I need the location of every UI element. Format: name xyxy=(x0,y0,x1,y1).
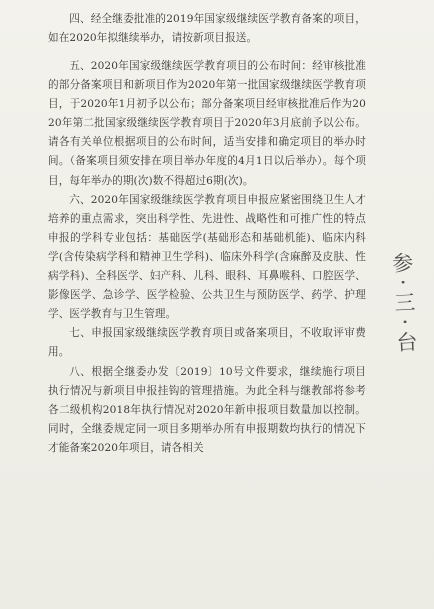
paragraph-8: 八、根据全继委办发〔2019〕10号文件要求，继续施行项目执行情况与新项目申报挂钩的管理措施。为此全科与继教部将参考各二级机构2018年执行情况对2020年新申报项目数量加以控制。同时，全继委规定同一项目多期举办所有申报期数均执行的情况下才能备案2020年项目，请各相关 xyxy=(48,365,366,454)
paragraph-7: 七、申报国家级继续医学教育项目或备案项目，不收取评审费用。 xyxy=(48,327,366,359)
paragraph-6: 六、2020年国家级继续医学教育项目申报应紧密围绕卫生人才培养的重点需求，突出科学性、先进性、战略性和可推广性的特点申报的学科专业包括：基础医学(基础形态和基础机能)、临床内科学(含传染病学科和精神卫生学科)、临床外科学(含麻醉及皮肤、性病学科)、全科医学、妇产科、儿科、眼科、耳鼻喉科、口腔医学、影像医学、急诊学、医学检验、公共卫生与预防医学、药学、护理学、医学教育与卫生管理。 xyxy=(48,193,366,321)
paragraph-4: 四、经全继委批准的2019年国家级继续医学教育备案的项目，如在2020年拟继续举办，请按新项目报送。 xyxy=(48,13,366,45)
document-body xyxy=(48,57,366,458)
paragraph-5: 五、2020年国家级继续医学教育项目的公布时间：经审核批准的部分备案项目和新项目作为2020年第一批国家级继续医学教育项目，于2020年1月初予以公布；部分备案项目经审核批准后作为2020年第二批国家级继续医学教育项目于2020年3月底前予以公布。请各有关单位根据项目的公布时间，适当安排和确定项目的举办时间。（备案项目须安排在项目举办年度的4月1日以后举办）。每个项目，每年举办的期(次)数不得超过6期(次)。 xyxy=(48,60,366,187)
handwritten-margin-note: 参·三·台 xyxy=(389,251,419,359)
